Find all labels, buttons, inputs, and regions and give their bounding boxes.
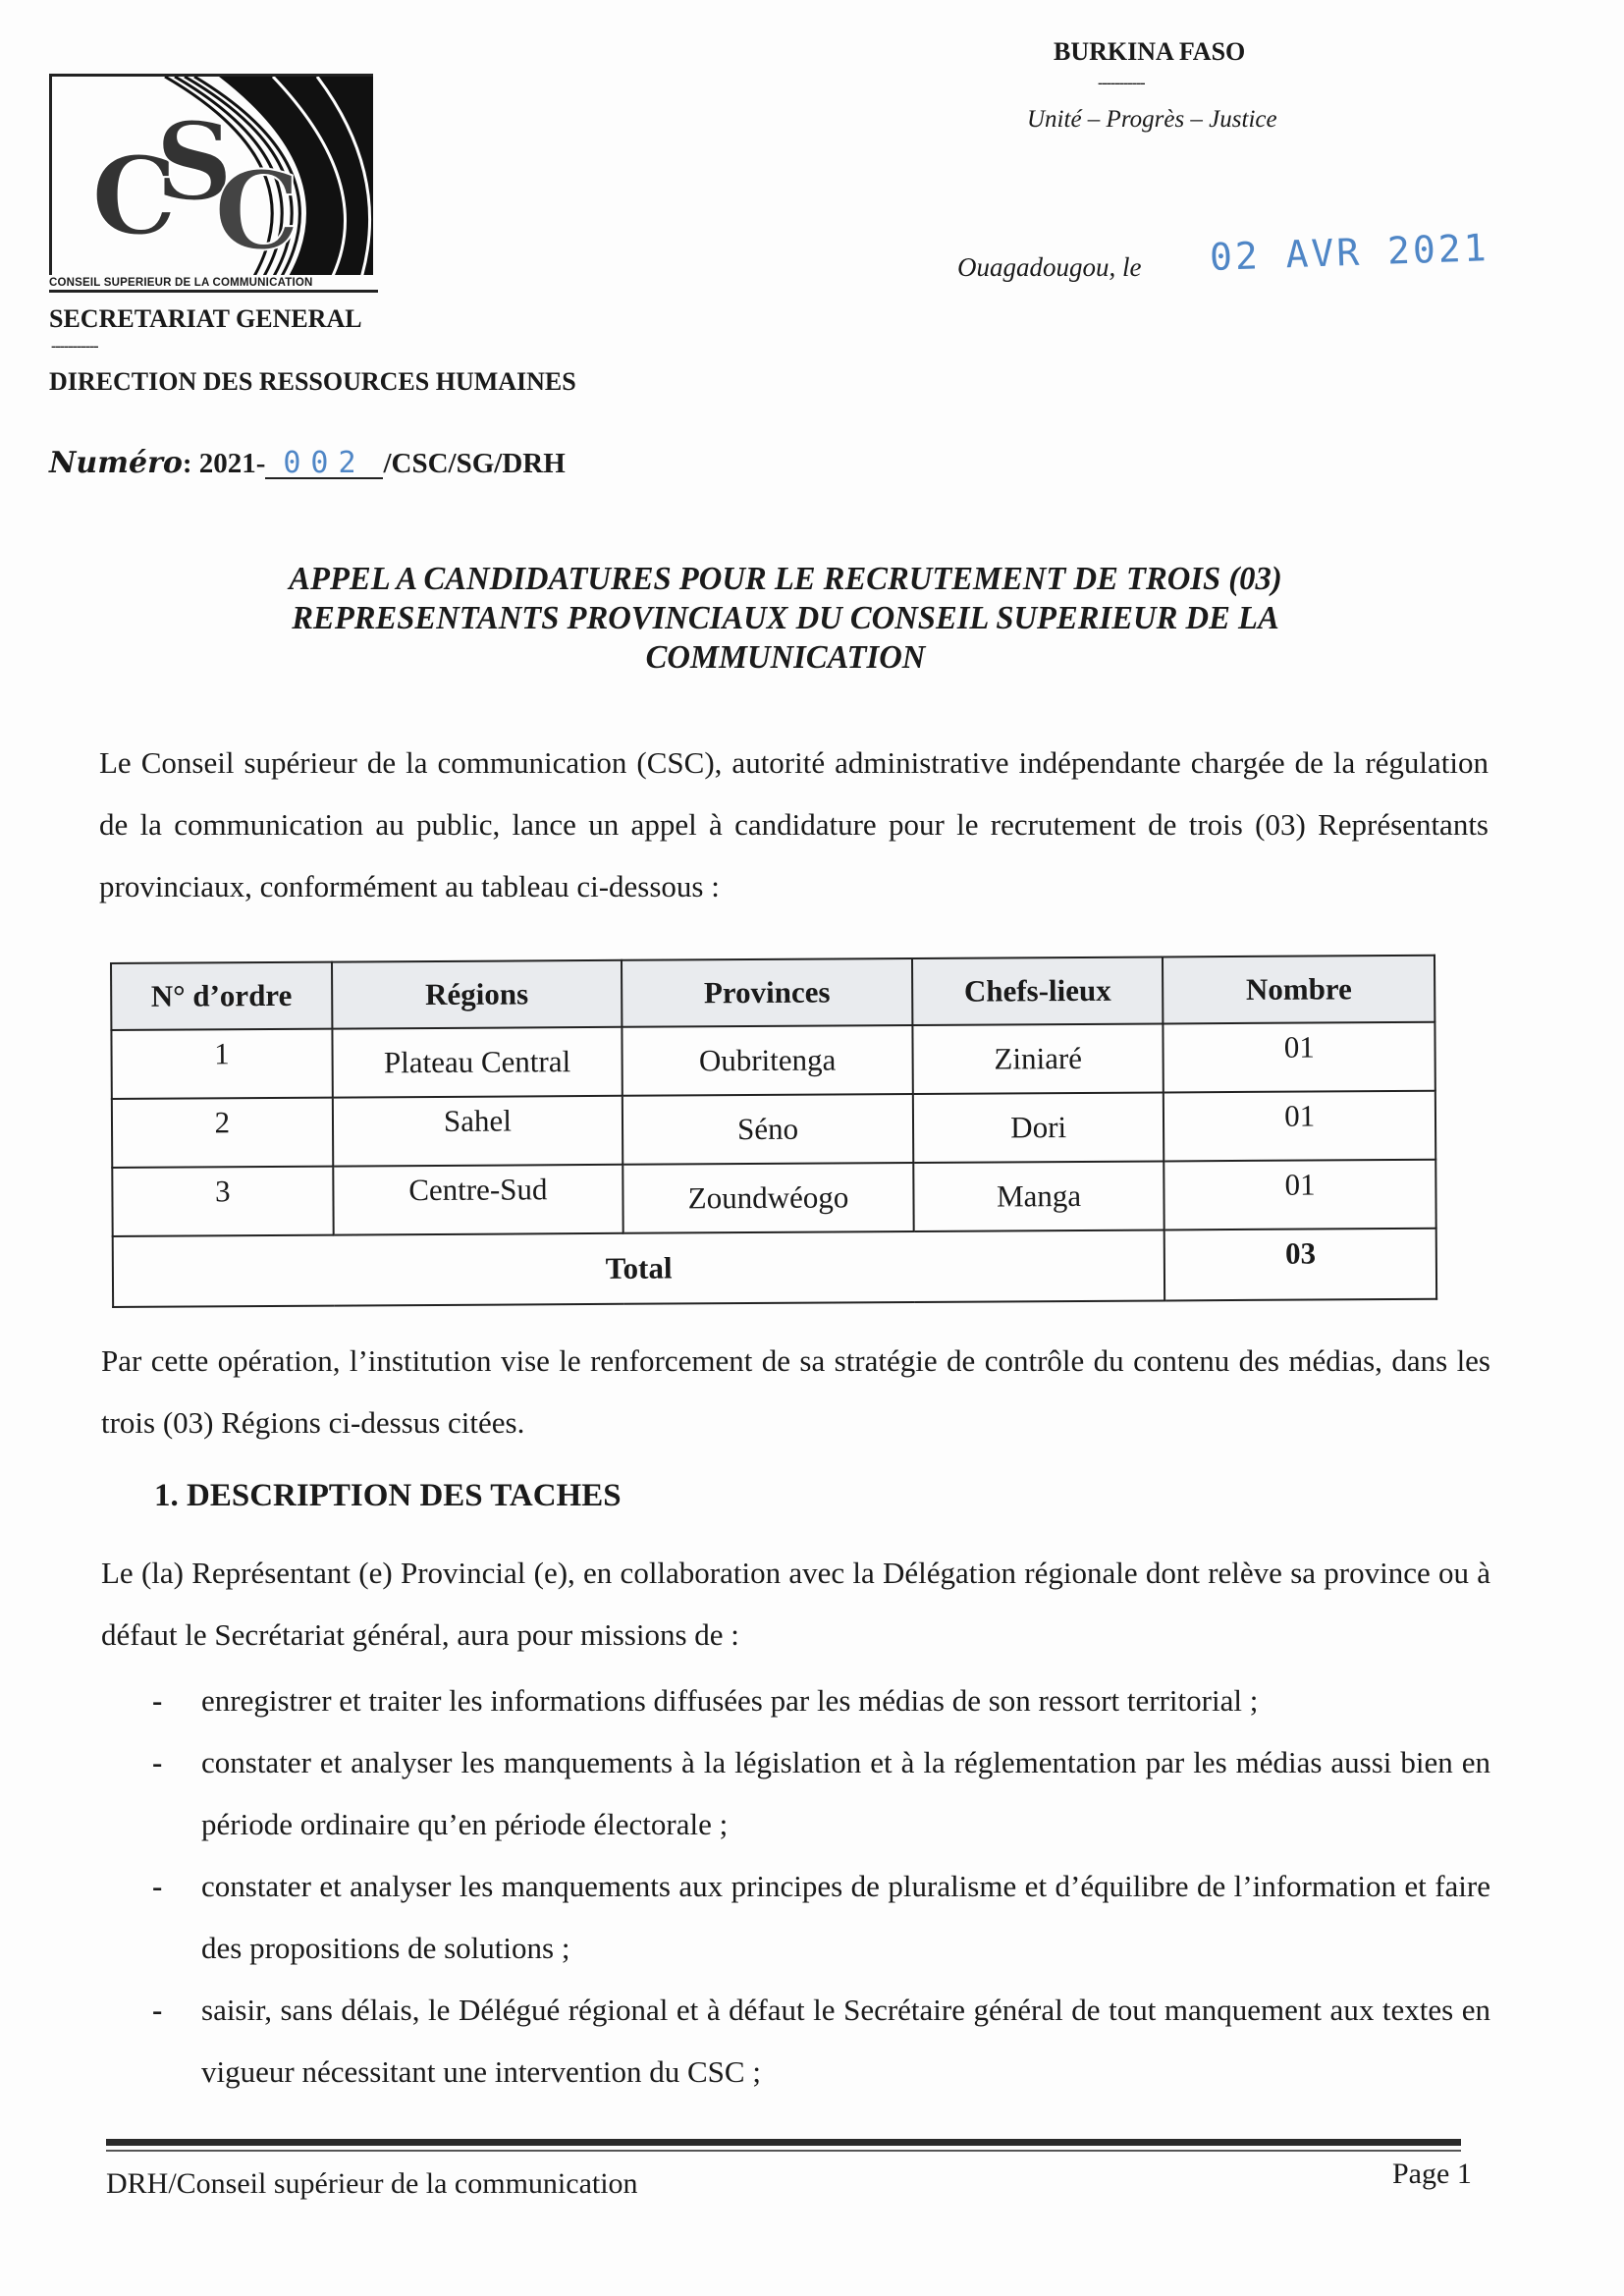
table-total-row [113,1229,1436,1307]
table-row [111,1022,1435,1099]
bullet-dash-icon: - [152,1993,163,2027]
numero-stamp: 002 [265,450,383,479]
cell-chef-lieu: Dori [913,1092,1164,1163]
document-title [173,560,1398,678]
cell-region: Sahel [333,1096,623,1167]
table-row [112,1091,1435,1168]
footer-divider-thin [106,2150,1461,2152]
intro-paragraph: Le Conseil supérieur de la communication (CSC), autorité administrative indépendante chargée de la régulation de la communication au public, lance un appel à candidature pour le recrutement de trois (03) Représentants provinciaux, conformément au tableau ci-dessous : [99,745,1489,903]
svg-text:C: C [214,147,300,274]
tasks-list [101,1669,1490,2103]
list-item [101,1669,1490,1731]
list-item-text: saisir, sans délais, le Délégué régional et à défaut le Secrétaire général de tout manquement aux textes en vigueur nécessitant une intervention du CSC ; [201,1993,1490,2089]
table-row [112,1160,1435,1236]
city-date-label: Ouagadougou, le [957,252,1142,282]
cell-region: Plateau Central [332,1027,623,1098]
cell-nombre: 01 [1164,1091,1435,1162]
page-number: Page 1 [1392,2158,1472,2190]
tasks-intro-paragraph: Le (la) Représentant (e) Provincial (e), en collaboration avec la Délégation régionale dont relève sa province ou à défaut le Secrétariat général, aura pour missions de : [101,1556,1490,1652]
list-item-text: enregistrer et traiter les informations diffusées par les médias de son ressort territorial ; [201,1683,1259,1718]
footer-organization: DRH/Conseil supérieur de la communication [106,2167,638,2200]
list-item-text: constater et analyser les manquements à la législation et à la réglementation par les médias aussi bien en période ordinaire qu’en période électorale ; [201,1745,1490,1841]
title-line-2: REPRESENTANTS PROVINCIAUX DU CONSEIL SUPERIEUR DE LA [292,600,1279,636]
cell-province: Zoundwéogo [623,1163,913,1233]
footer-divider [106,2139,1461,2146]
cell-province: Séno [623,1094,913,1165]
col-header-order: N° d’ordre [111,962,332,1030]
separator-left: ----------- [51,338,98,355]
total-value: 03 [1164,1229,1436,1301]
list-item [101,1979,1490,2103]
numero-suffix: /CSC/SG/DRH [383,448,566,479]
csc-logo-icon [52,77,373,275]
cell-province: Oubritenga [623,1025,913,1096]
title-line-3: COMMUNICATION [645,639,926,676]
logo-caption: CONSEIL SUPERIEUR DE LA COMMUNICATION [49,276,378,293]
country-name: BURKINA FASO [1054,37,1246,66]
col-header-chefs-lieux: Chefs-lieux [912,957,1164,1025]
list-item-text: constater et analyser les manquements aux principes de pluralisme et d’équilibre de l’information et faire des propositions de solutions ; [201,1869,1490,1965]
cell-nombre: 01 [1164,1022,1435,1093]
cell-region: Centre-Sud [333,1165,623,1235]
cell-order: 3 [112,1167,333,1236]
secretariat-general: SECRETARIAT GENERAL [49,304,362,333]
list-item [101,1731,1490,1855]
national-motto: Unité – Progrès – Justice [1027,106,1277,133]
col-header-nombre: Nombre [1163,956,1435,1024]
bullet-dash-icon: - [152,1869,163,1903]
direction-rh: DIRECTION DES RESSOURCES HUMAINES [49,367,576,396]
title-line-1: APPEL A CANDIDATURES POUR LE RECRUTEMENT DE TROIS (03) [289,561,1282,597]
col-header-regions: Régions [332,960,623,1029]
cell-nombre: 01 [1164,1160,1436,1230]
reference-number [49,446,566,480]
svg-text:C: C [91,133,178,259]
col-header-provinces: Provinces [622,958,912,1027]
list-item [101,1855,1490,1979]
numero-label: Numéro [49,446,183,480]
numero-prefix: : 2021- [182,448,266,479]
date-stamp: 02 AVR 2021 [1209,226,1490,279]
bullet-dash-icon: - [152,1683,163,1718]
section-heading-tasks: 1. DESCRIPTION DES TACHES [154,1478,622,1513]
cell-order: 1 [111,1029,332,1099]
total-label: Total [113,1230,1165,1307]
cell-chef-lieu: Ziniaré [912,1023,1164,1094]
table-header-row [111,956,1435,1030]
objective-paragraph: Par cette opération, l’institution vise le renforcement de sa stratégie de contrôle du contenu des médias, dans les trois (03) Régions ci-dessus citées. [101,1343,1490,1440]
svg-text:S: S [155,98,234,225]
separator-right: ----------- [1098,75,1145,91]
cell-chef-lieu: Manga [913,1161,1164,1231]
cell-order: 2 [112,1098,333,1168]
bullet-dash-icon: - [152,1745,163,1779]
csc-logo [49,74,373,275]
positions-table [110,955,1437,1308]
